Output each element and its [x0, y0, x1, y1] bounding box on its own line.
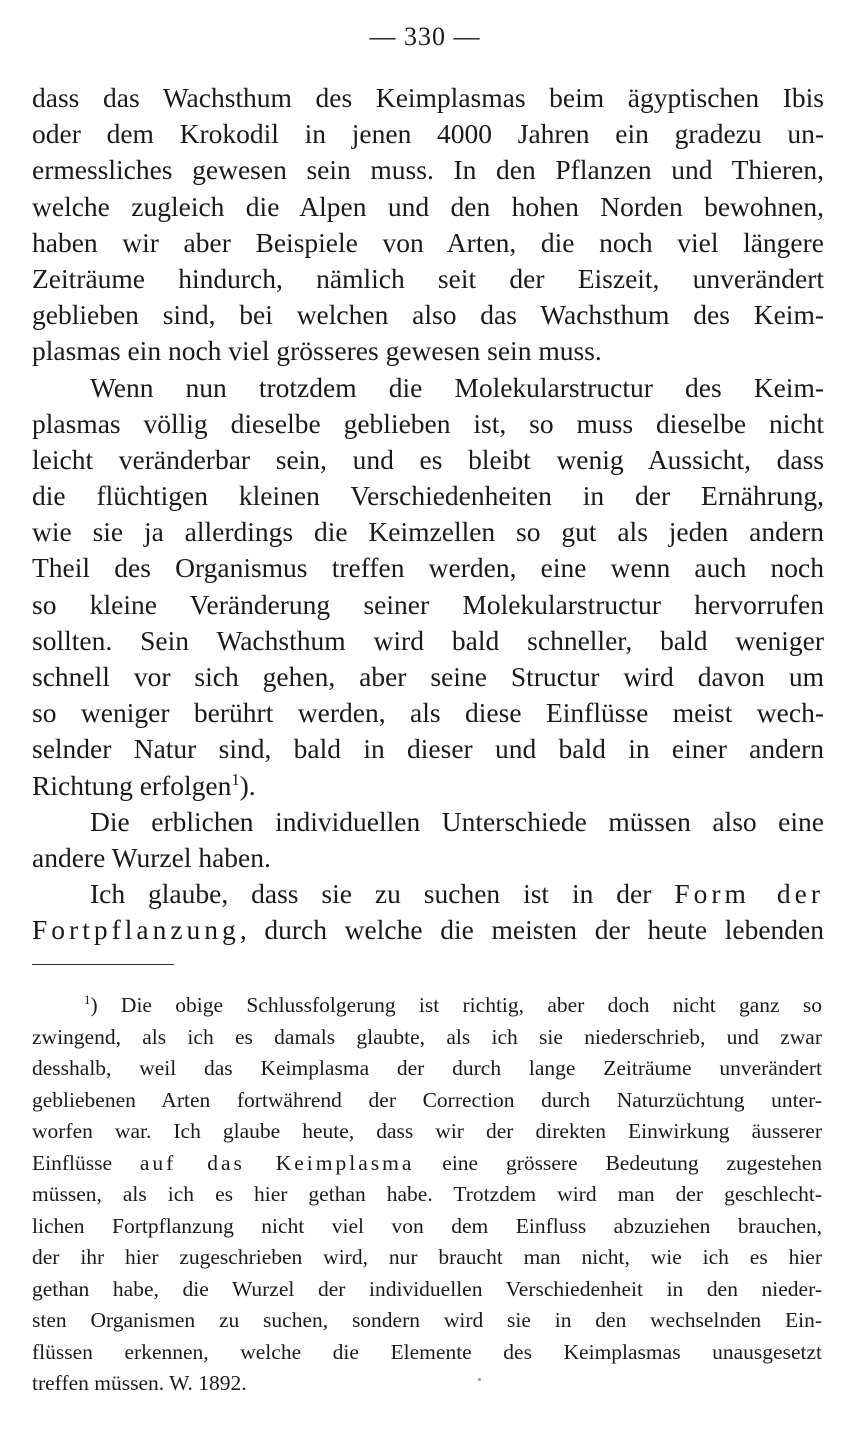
- text-line: haben wir aber Beispiele von Arten, die noch viel längere: [32, 226, 824, 258]
- text-line: so kleine Veränderung seiner Molekularstructur hervorrufen: [32, 588, 824, 620]
- paper-speck: [478, 1378, 481, 1381]
- emphasized-text: Fortpflanzung: [32, 914, 240, 946]
- footnote-line: desshalb, weil das Keimplasma der durch lange Zeiträume unverändert: [32, 1056, 822, 1080]
- text-line: [32, 768, 824, 804]
- text-fragment: ).: [239, 769, 256, 801]
- page-number: — 330 —: [369, 22, 481, 51]
- text-fragment: Einflüsse: [32, 1150, 140, 1175]
- text-fragment: Ich glaube, dass sie zu suchen ist in der: [90, 878, 675, 910]
- text-line: leicht veränderbar sein, und es bleibt wenig Aussicht, dass: [32, 443, 824, 475]
- footnote-line: sten Organismen zu suchen, sondern wird sie in den wechselnden Ein-: [32, 1308, 822, 1332]
- text-line: oder dem Krokodil in jenen 4000 Jahren ein gradezu un-: [32, 118, 824, 150]
- text-line: [32, 876, 824, 912]
- text-line: selnder Natur sind, bald in dieser und bald in einer andern: [32, 733, 824, 765]
- emphasized-text: Form der: [674, 878, 824, 910]
- text-line: sollten. Sein Wachsthum wird bald schneller, bald weniger: [32, 624, 824, 656]
- text-line: schnell vor sich gehen, aber seine Structur wird davon um: [32, 661, 824, 692]
- text-line: die flüchtigen kleinen Verschiedenheiten in der Ernährung,: [32, 480, 824, 512]
- footnote-line: flüssen erkennen, welche die Elemente des Keimplasmas unausgesetzt: [32, 1339, 822, 1364]
- text-line: Theil des Organismus treffen werden, eine wenn auch noch: [32, 552, 824, 584]
- footnote: [32, 990, 822, 1400]
- text-line: so weniger berührt werden, als diese Einflüsse meist wech-: [32, 697, 824, 729]
- footnote-line: [32, 1148, 822, 1180]
- emphasized-text: auf das Keimplasma: [139, 1150, 415, 1175]
- footnote-marker: 1: [84, 992, 91, 1007]
- text-fragment: eine grössere Bedeutung zugestehen: [414, 1150, 822, 1175]
- footnote-line: zwingend, als ich es damals glaubte, als ich sie niederschrieb, und zwar: [32, 1024, 822, 1049]
- text-line: Zeiträume hindurch, nämlich seit der Eiszeit, unverändert: [32, 262, 824, 294]
- text-line: andere Wurzel haben.: [32, 841, 271, 873]
- text-line: plasmas völlig dieselbe geblieben ist, so muss dieselbe nicht: [32, 407, 824, 439]
- text-fragment: , durch welche die meisten der heute lebenden: [239, 914, 824, 946]
- footnote-line: [32, 990, 822, 1022]
- main-text: [32, 80, 824, 949]
- text-line: Wenn nun trotzdem die Molekularstructur des Keim-: [90, 371, 824, 403]
- text-line: dass das Wachsthum des Keimplasmas beim ägyptischen Ibis: [32, 82, 824, 113]
- text-line: [32, 912, 824, 948]
- text-line: ermessliches gewesen sein muss. In den Pflanzen und Thieren,: [32, 154, 824, 186]
- footnote-line: gebliebenen Arten fortwährend der Correction durch Naturzüchtung unter-: [32, 1087, 822, 1112]
- text-fragment: Richtung erfolgen: [32, 769, 232, 801]
- footnote-line: worfen war. Ich glaube heute, dass wir der direkten Einwirkung äusserer: [32, 1119, 822, 1143]
- text-line: plasmas ein noch viel grösseres gewesen sein muss.: [32, 335, 602, 367]
- footnote-line: treffen müssen. W. 1892.: [32, 1371, 247, 1395]
- footnote-line: lichen Fortpflanzung nicht viel von dem Einfluss abzuziehen brauchen,: [32, 1213, 822, 1238]
- footnote-line: der ihr hier zugeschrieben wird, nur braucht man nicht, wie ich es hier: [32, 1245, 822, 1269]
- text-fragment: ) Die obige Schlussfolgerung ist richtig, aber doch nicht ganz so: [90, 993, 822, 1017]
- footnote-reference: 1: [231, 769, 240, 789]
- text-line: welche zugleich die Alpen und den hohen Norden bewohnen,: [32, 190, 824, 222]
- text-line: Die erblichen individuellen Unterschiede müssen also eine: [90, 805, 824, 837]
- footnote-divider: [32, 964, 174, 965]
- text-line: wie sie ja allerdings die Keimzellen so gut als jeden andern: [32, 516, 824, 548]
- footnote-line: gethan habe, die Wurzel der individuellen Verschiedenheit in den nieder-: [32, 1276, 822, 1301]
- text-line: geblieben sind, bei welchen also das Wachsthum des Keim-: [32, 299, 824, 331]
- footnote-line: müssen, als ich es hier gethan habe. Trotzdem wird man der geschlecht-: [32, 1182, 822, 1206]
